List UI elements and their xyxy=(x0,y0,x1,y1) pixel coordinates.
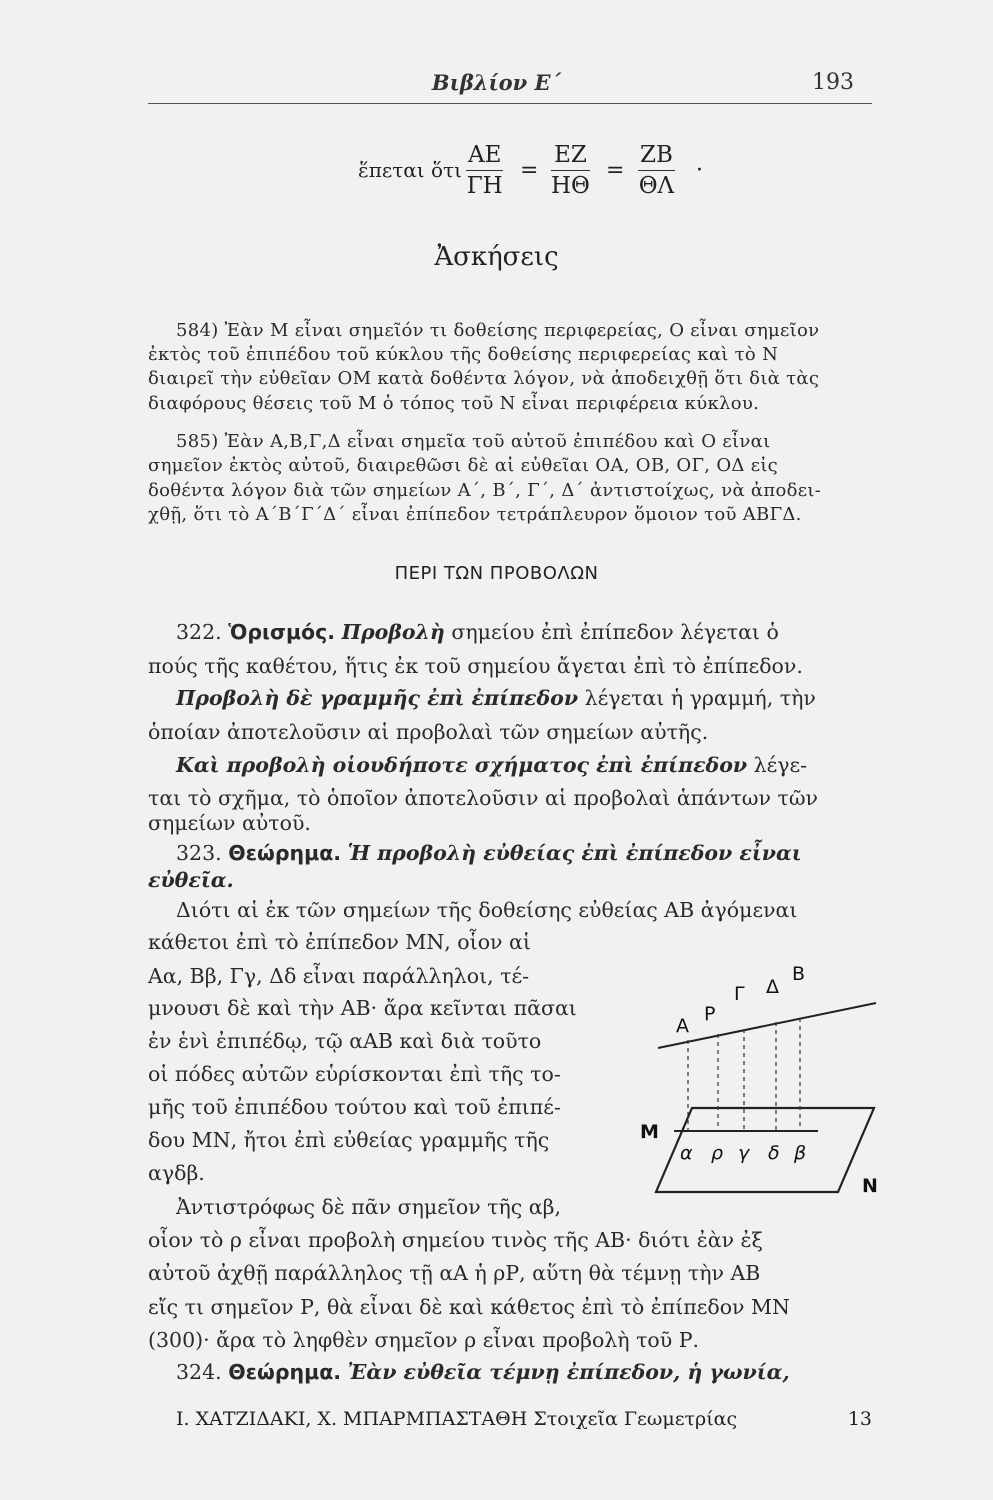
paragraph-323-line xyxy=(176,843,802,864)
text-run: σημείου ἐπὶ ἐπίπεδον λέγεται ὁ xyxy=(451,620,779,644)
projection-figure xyxy=(622,960,882,1205)
line-ab xyxy=(658,1003,876,1048)
theorem-heading: Θεώρημα. xyxy=(228,841,342,865)
section-heading: ΠΕΡΙ ΤΩΝ ΠΡΟΒΟΛΩΝ xyxy=(394,563,599,584)
proof-line: δου ΜΝ, ἤτοι ἐπὶ εὐθείας γραμμῆς τῆς xyxy=(148,1128,550,1152)
proof-line: Ἀντιστρόφως δὲ πᾶν σημεῖον τῆς αβ, xyxy=(176,1195,562,1219)
paragraph-322-line xyxy=(176,622,779,643)
theorem-statement: Ἡ προβολὴ εὐθείας ἐπὶ ἐπίπεδον εἶναι xyxy=(347,841,802,865)
label-plane-m: Μ xyxy=(640,1121,659,1143)
paragraph-number: 323. xyxy=(176,841,222,865)
definition-heading: Ὁρισμός. xyxy=(228,620,336,644)
term-figure-projection: Καὶ προβολὴ οἱουδήποτε σχήματος ἐπὶ ἐπίπεδον xyxy=(176,753,748,777)
paragraph-line: ται τὸ σχῆμα, τὸ ὁποῖον ἀποτελοῦσιν αἱ προβολαὶ ἁπάντων τῶν xyxy=(148,786,819,810)
proof-line: (300)· ἄρα τὸ ληφθὲν σημεῖον ρ εἶναι προβολὴ τοῦ Ρ. xyxy=(148,1328,700,1352)
exercises-title: Ἀσκήσεις xyxy=(434,242,559,272)
exercise-line: 584) Ἐὰν Μ εἶναι σημεῖόν τι δοθείσης περιφερείας, Ο εἶναι σημεῖον xyxy=(176,320,820,341)
label-upper-b: Β xyxy=(792,963,806,985)
equals-1: = xyxy=(520,158,539,183)
proof-line: Αα, Ββ, Γγ, Δδ εἶναι παράλληλοι, τέ- xyxy=(148,964,530,988)
text-run: λέγεται ἡ γραμμή, τὴν xyxy=(584,686,816,710)
equals-2: = xyxy=(606,158,625,183)
exercise-line: διαφόρους θέσεις τοῦ Μ ὁ τόπος τοῦ Ν εἶναι περιφέρεια κύκλου. xyxy=(148,393,760,414)
fraction-1 xyxy=(466,140,503,201)
formula-lead: ἕπεται ὅτι xyxy=(358,158,462,182)
label-lower-g: γ xyxy=(738,1142,750,1164)
exercise-line: δοθέντα λόγον διὰ τῶν σημείων Α΄, Β΄, Γ΄, Δ΄ ἀντιστοίχως, νὰ ἀποδει- xyxy=(148,480,822,501)
proof-line: αγδβ. xyxy=(148,1161,205,1185)
proof-line: αὐτοῦ ἀχθῇ παράλληλος τῇ αΑ ἡ ρΡ, αὕτη θὰ τέμνῃ τὴν ΑΒ xyxy=(148,1261,761,1285)
fraction-3 xyxy=(638,140,675,201)
paragraph-line: πούς τῆς καθέτου, ἥτις ἐκ τοῦ σημείου ἄγεται ἐπὶ τὸ ἐπίπεδον. xyxy=(148,654,803,678)
fraction-2-num: ΕΖ xyxy=(551,140,590,171)
exercise-line: σημεῖον ἐκτὸς αὐτοῦ, διαιρεθῶσι δὲ αἱ εὐθεῖαι ΟΑ, ΟΒ, ΟΓ, ΟΔ εἰς xyxy=(148,455,779,476)
fraction-3-den: ΘΛ xyxy=(638,173,675,199)
proof-line: οἱ πόδες αὐτῶν εὑρίσκονται ἐπὶ τῆς το- xyxy=(148,1062,561,1086)
label-upper-g: Γ xyxy=(734,983,745,1005)
exercise-line: ἐκτὸς τοῦ ἐπιπέδου τοῦ κύκλου τῆς δοθείσης περιφερείας καὶ τὸ Ν xyxy=(148,344,779,365)
proof-line: κάθετοι ἐπὶ τὸ ἐπίπεδον ΜΝ, οἷον αἱ xyxy=(148,930,531,954)
exercise-line: 585) Ἐὰν Α,Β,Γ,Δ εἶναι σημεῖα τοῦ αὐτοῦ ἐπιπέδου καὶ Ο εἶναι xyxy=(176,431,771,452)
term-projection: Προβολὴ xyxy=(341,620,445,644)
proof-line: εἴς τι σημεῖον Ρ, θὰ εἶναι δὲ καὶ κάθετος ἐπὶ τὸ ἐπίπεδον ΜΝ xyxy=(148,1295,790,1319)
term-line-projection: Προβολὴ δὲ γραμμῆς ἐπὶ ἐπίπεδον xyxy=(176,686,579,710)
paragraph-line: σημείων αὐτοῦ. xyxy=(148,811,311,835)
footer-citation: Ι. ΧΑΤΖΙΔΑΚΙ, Χ. ΜΠΑΡΜΠΑΣΤΑΘΗ Στοιχεῖα Γεωμετρίας xyxy=(176,1408,738,1430)
label-lower-r: ρ xyxy=(711,1142,724,1164)
fraction-2-den: ΗΘ xyxy=(551,173,590,199)
running-header: Βιβλίον Ε΄ xyxy=(431,70,562,95)
proof-line: Διότι αἱ ἐκ τῶν σημείων τῆς δοθείσης εὐθείας ΑΒ ἀγόμεναι xyxy=(176,898,798,922)
label-upper-r: Ρ xyxy=(704,1003,716,1025)
formula-end: · xyxy=(696,158,703,183)
paragraph-number: 322. xyxy=(176,620,222,644)
header-rule xyxy=(148,103,872,104)
fraction-1-num: ΑΕ xyxy=(466,140,503,171)
label-lower-b: β xyxy=(794,1142,807,1164)
fraction-1-den: ΓΗ xyxy=(466,173,503,199)
text-run: λέγε- xyxy=(753,753,808,777)
exercise-line: χθῇ, ὅτι τὸ Α΄Β΄Γ΄Δ΄ εἶναι ἐπίπεδον τετράπλευρον ὅμοιον τοῦ ΑΒΓΔ. xyxy=(148,504,802,525)
label-lower-a: α xyxy=(680,1142,693,1164)
label-upper-a: Α xyxy=(676,1015,689,1037)
theorem-statement: Ἐὰν εὐθεῖα τέμνῃ ἐπίπεδον, ἡ γωνία, xyxy=(347,1360,790,1384)
theorem-heading: Θεώρημα. xyxy=(228,1360,342,1384)
theorem-statement: εὐθεῖα. xyxy=(148,868,234,892)
paragraph-line xyxy=(176,755,807,776)
proof-line: μῆς τοῦ ἐπιπέδου τούτου καὶ τοῦ ἐπιπέ- xyxy=(148,1095,561,1119)
exercise-line: διαιρεῖ τὴν εὐθεῖαν ΟΜ κατὰ δοθέντα λόγον, νὰ ἀποδειχθῇ ὅτι διὰ τὰς xyxy=(148,368,820,389)
signature-number: 13 xyxy=(847,1408,872,1430)
page-number: 193 xyxy=(812,70,854,95)
label-plane-n: Ν xyxy=(862,1175,878,1197)
paragraph-324-line xyxy=(176,1362,790,1383)
fraction-2 xyxy=(551,140,590,201)
proof-line: οἷον τὸ ρ εἶναι προβολὴ σημείου τινὸς τῆς ΑΒ· διότι ἐὰν ἐξ xyxy=(148,1228,763,1252)
proof-line: ἐν ἑνὶ ἐπιπέδῳ, τῷ αΑΒ καὶ διὰ τοῦτο xyxy=(148,1029,542,1053)
paragraph-line: ὁποίαν ἀποτελοῦσιν αἱ προβολαὶ τῶν σημείων αὐτῆς. xyxy=(148,720,709,744)
fraction-3-num: ΖΒ xyxy=(638,140,675,171)
paragraph-line xyxy=(176,688,816,709)
proof-line: μνουσι δὲ καὶ τὴν ΑΒ· ἄρα κεῖνται πᾶσαι xyxy=(148,996,577,1020)
label-lower-d: δ xyxy=(768,1142,780,1164)
label-upper-d: Δ xyxy=(766,976,779,998)
paragraph-number: 324. xyxy=(176,1360,222,1384)
